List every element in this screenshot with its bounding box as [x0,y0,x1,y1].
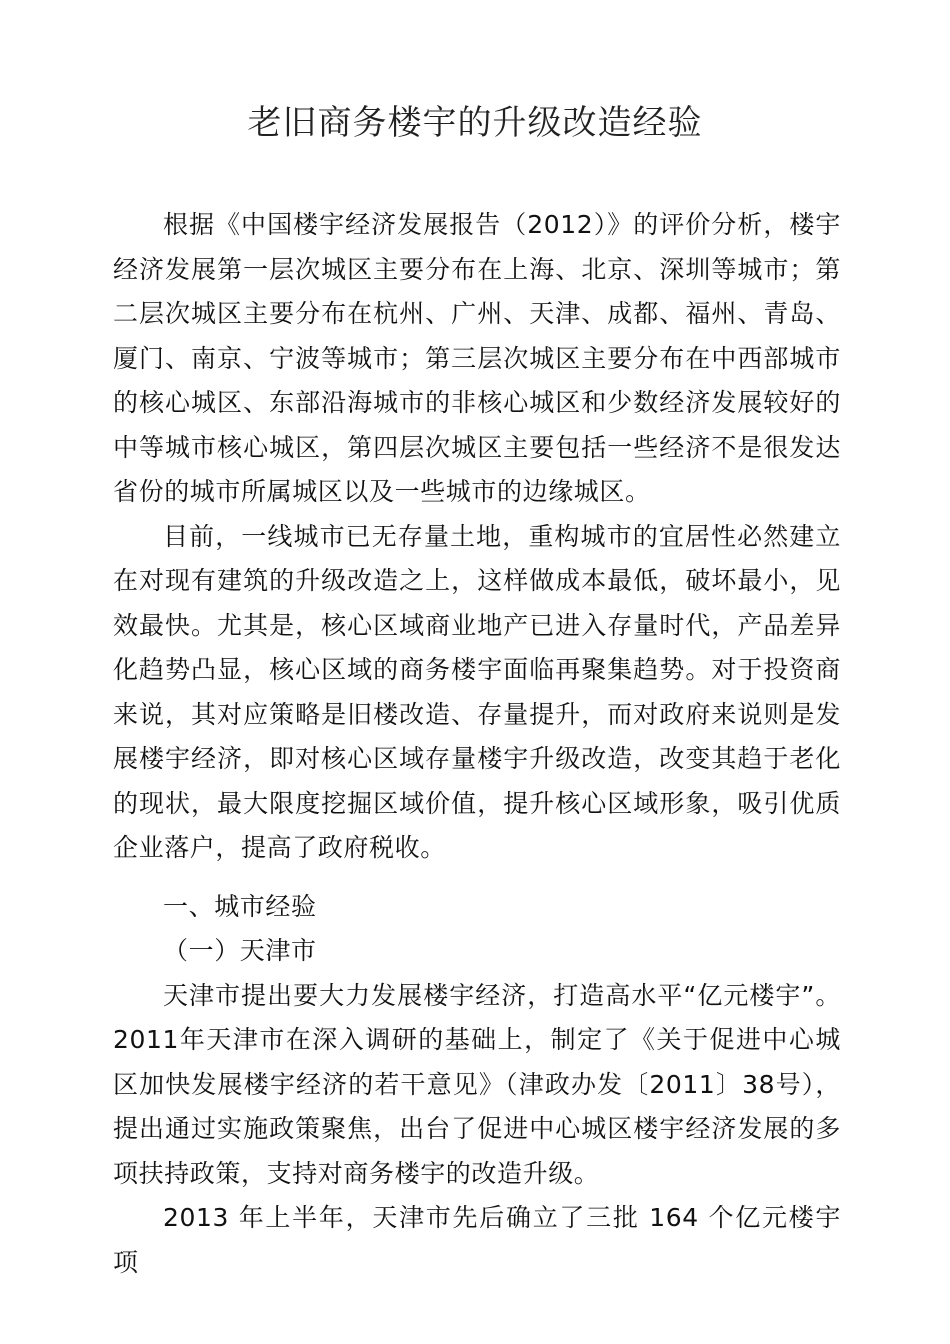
paragraph-building-economy-levels: 根据《中国楼宇经济发展报告（2012）》的评价分析，楼宇经济发展第一层次城区主要分布在上海、北京、深圳等城市；第二层次城区主要分布在杭州、广州、天津、成都、福州、青岛、厦门、南京、宁波等城市；第三层次城区主要分布在中西部城市的核心城区、东部沿海城市的非核心城区和少数经济发展较好的中等城市核心城区，第四层次城区主要包括一些经济不是很发达省份的城市所属城区以及一些城市的边缘城区。 [113,210,841,506]
paragraph-tianjin-projects: 2013 年上半年，天津市先后确立了三批 164 个亿元楼宇项 [113,1203,841,1277]
paragraph-tianjin-policy: 天津市提出要大力发展楼宇经济，打造高水平“亿元楼宇”。2011年天津市在深入调研的基础上，制定了《关于促进中心城区加快发展楼宇经济的若干意见》（津政办发〔2011〕38号），提出通过实施政策聚焦，出台了促进中心城区楼宇经济发展的多项扶持政策，支持对商务楼宇的改造升级。 [113,980,841,1188]
subsection-heading-tianjin: （一）天津市 [163,936,317,965]
document-body [113,203,841,1285]
section-heading-city-experience: 一、城市经验 [163,891,317,921]
document-title: 老旧商务楼宇的升级改造经验 [247,103,703,143]
paragraph-current-situation: 目前，一线城市已无存量土地，重构城市的宜居性必然建立在对现有建筑的升级改造之上，这样做成本最低，破坏最小，见效最快。尤其是，核心区域商业地产已进入存量时代，产品差异化趋势凸显，核心区域的商务楼宇面临再聚集趋势。对于投资商来说，其对应策略是旧楼改造、存量提升，而对政府来说则是发展楼宇经济，即对核心区域存量楼宇升级改造，改变其趋于老化的现状，最大限度挖掘区域价值，提升核心区域形象，吸引优质企业落户，提高了政府税收。 [113,521,841,862]
